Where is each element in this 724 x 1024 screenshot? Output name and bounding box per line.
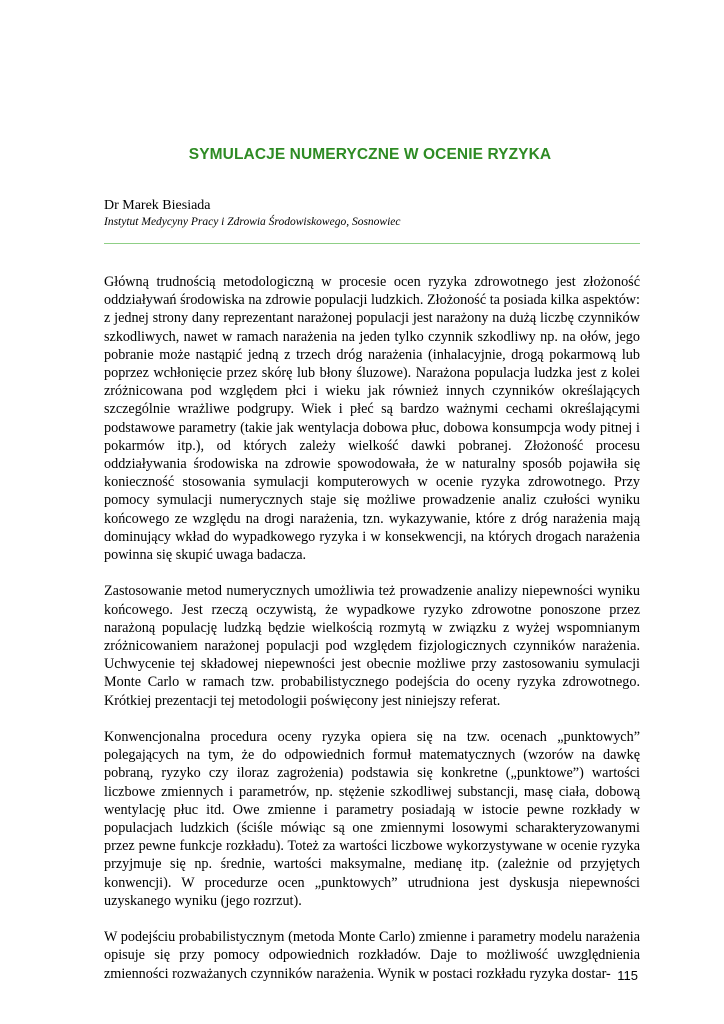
header-divider — [104, 243, 640, 244]
paragraph: Główną trudnością metodologiczną w procesie ocen ryzyka zdrowotnego jest złożoność oddziaływań środowiska na zdrowie populacji ludzkich. Złożoność ta posiada kilka aspektów: z jednej strony dany reprezentant narażonej populacji jest narażony na dużą liczbę czynników szkodliwych, nawet w ramach narażenia na jeden tylko czynnik szkodliwy np. na ołów, jego pobranie może nastąpić jedną z trzech dróg narażenia (inhalacyjnie, drogą pokarmową lub poprzez wchłonięcie przez skórę lub błony śluzowe). Narażona populacja ludzka jest z kolei zróżnicowana pod względem płci i wieku jak również innych czynników określających szczególnie wrażliwe podgrupy. Wiek i płeć są bardzo ważnymi cechami określającymi podstawowe parametry (takie jak wentylacja dobowa płuc, dobowa konsumpcja wody pitnej i pokarmów itp.), od których zależy wielkość dawki pobranej. Złożoność procesu oddziaływania środowiska na zdrowie spowodowała, że w naturalny sposób pojawiła się konieczność stosowania symulacji komputerowych w ocenie ryzyka zdrowotnego. Przy pomocy symulacji numerycznych staje się możliwe prowadzenie analiz czułości wyniku końcowego ze względu na drogi narażenia, tzn. wykazywanie, które z dróg narażenia mają dominujący wkład do wypadkowego ryzyka i w konsekwencji, na których drogach narażenia powinna się skupić uwaga badacza. — [104, 274, 640, 564]
paragraph: Konwencjonalna procedura oceny ryzyka opiera się na tzw. ocenach „punktowych” polegających na tym, że do odpowiednich formuł matematycznych (wzorów na dawkę pobraną, ryzyko czy iloraz zagrożenia) podstawia się konkretne („punktowe”) wartości liczbowe zmiennych i parametrów, np. stężenie szkodliwej substancji, masę ciała, dobową wentylację płuc itd. Owe zmienne i parametry posiadają w istocie pewne rozkłady w populacjach ludzkich (ściśle mówiąc są one zmiennymi losowymi scharakteryzowanymi przez pewne funkcje rozkładu). Toteż za wartości liczbowe wykorzystywane w ocenie ryzyka przyjmuje się np. średnie, wartości maksymalne, medianę itp. (zależnie od przyjętych konwencji). W procedurze ocen „punktowych” utrudniona jest dyskusja niepewności uzyskanego wyniku (jego rozrzut). — [104, 729, 640, 909]
paragraph: W podejściu probabilistycznym (metoda Monte Carlo) zmienne i parametry modelu narażenia opisuje się przy pomocy odpowiednich rozkładów. Daje to możliwość uwzględnienia zmienności rozważanych czynników narażenia. Wynik w postaci rozkładu ryzyka dostar- — [104, 929, 640, 982]
body-text — [104, 273, 640, 1001]
author-affiliation: Instytut Medycyny Pracy i Zdrowia Środowiskowego, Sosnowiec — [104, 216, 401, 228]
paragraph: Zastosowanie metod numerycznych umożliwia też prowadzenie analizy niepewności wyniku końcowego. Jest rzeczą oczywistą, że wypadkowe ryzyko zdrowotne ponoszone przez narażoną populację ludzką będzie wielkością rozmytą w związku z wyżej wspomnianym zróżnicowaniem narażonej populacji pod względem fizjologicznych czynników narażenia. Uchwycenie tej składowej niepewności jest obecnie możliwe przy zastosowaniu symulacji Monte Carlo w ramach tzw. probabilistycznego podejścia do oceny ryzyka zdrowotnego. Krótkiej prezentacji tej metodologii poświęcony jest niniejszy referat. — [104, 583, 640, 709]
author-name: Dr Marek Biesiada — [104, 198, 211, 213]
paper-title: SYMULACJE NUMERYCZNE W OCENIE RYZYKA — [188, 146, 552, 163]
page-number: 115 — [617, 968, 638, 983]
